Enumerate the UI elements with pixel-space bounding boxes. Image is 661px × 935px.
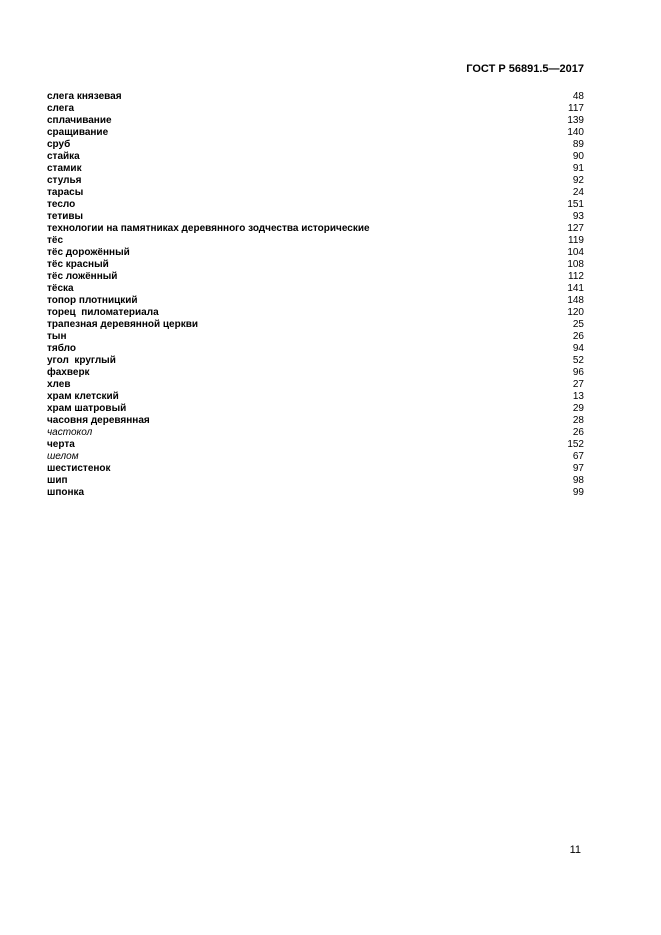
index-entry [47, 247, 584, 259]
index-page-ref: 25 [572, 319, 584, 330]
index-page-ref: 104 [567, 247, 584, 258]
index-entry [47, 475, 584, 487]
index-term: слега князевая [47, 91, 122, 102]
index-page-ref: 93 [572, 211, 584, 222]
index-entry [47, 271, 584, 283]
index-page-ref: 67 [572, 451, 584, 462]
index-term: тябло [47, 343, 76, 354]
index-entry [47, 163, 584, 175]
index-entry [47, 415, 584, 427]
subject-index [47, 91, 584, 499]
index-entry [47, 223, 584, 235]
index-term: шип [47, 475, 68, 486]
index-term: часовня деревянная [47, 415, 150, 426]
index-term: хлев [47, 379, 71, 390]
index-page-ref: 98 [572, 475, 584, 486]
index-term: тетивы [47, 211, 84, 222]
index-page-ref: 151 [567, 199, 584, 210]
index-entry [47, 403, 584, 415]
index-term: тёс ложённый [47, 271, 118, 282]
index-entry [47, 331, 584, 343]
index-entry [47, 427, 584, 439]
index-term: угол круглый [47, 355, 116, 366]
index-term: шпонка [47, 487, 85, 498]
standard-designation: ГОСТ Р 56891.5—2017 [466, 63, 584, 75]
index-term: черта [47, 439, 75, 450]
index-term: тёс красный [47, 259, 109, 270]
index-page-ref: 13 [572, 391, 584, 402]
index-page-ref: 139 [567, 115, 584, 126]
index-page-ref: 117 [568, 103, 584, 114]
index-entry [47, 283, 584, 295]
index-page-ref: 26 [572, 427, 584, 438]
index-entry [47, 439, 584, 451]
index-term: сплачивание [47, 115, 112, 126]
index-entry [47, 463, 584, 475]
index-page-ref: 140 [567, 127, 584, 138]
index-entry [47, 259, 584, 271]
index-entry [47, 295, 584, 307]
index-entry [47, 319, 584, 331]
index-page-ref: 90 [572, 151, 584, 162]
index-term: сруб [47, 139, 71, 150]
index-term: храм шатровый [47, 403, 127, 414]
index-entry [47, 355, 584, 367]
index-page-ref: 108 [567, 259, 584, 270]
index-entry [47, 379, 584, 391]
index-term: тарасы [47, 187, 84, 198]
page-number: 11 [569, 844, 581, 856]
index-page-ref: 148 [567, 295, 584, 306]
index-term: торец пиломатериала [47, 307, 159, 318]
index-term: шелом [47, 451, 79, 462]
index-page-ref: 152 [567, 439, 584, 450]
index-entry [47, 103, 584, 115]
index-term: частокол [47, 427, 93, 438]
index-entry [47, 199, 584, 211]
index-page-ref: 97 [572, 463, 584, 474]
index-term: трапезная деревянной церкви [47, 319, 199, 330]
index-term: шестистенок [47, 463, 111, 474]
index-term: тёс [47, 235, 64, 246]
index-page-ref: 48 [572, 91, 584, 102]
index-term: тёс дорожённый [47, 247, 130, 258]
index-page-ref: 29 [572, 403, 584, 414]
index-term: фахверк [47, 367, 90, 378]
index-term: стулья [47, 175, 82, 186]
index-page-ref: 141 [567, 283, 584, 294]
index-page-ref: 26 [572, 331, 584, 342]
index-entry [47, 391, 584, 403]
index-page-ref: 91 [572, 163, 584, 174]
index-page-ref: 119 [568, 235, 584, 246]
index-entry [47, 151, 584, 163]
index-term: тесло [47, 199, 76, 210]
index-entry [47, 367, 584, 379]
index-page-ref: 99 [572, 487, 584, 498]
index-entry [47, 211, 584, 223]
index-page-ref: 92 [572, 175, 584, 186]
index-term: тын [47, 331, 67, 342]
index-entry [47, 235, 584, 247]
index-page-ref: 52 [572, 355, 584, 366]
index-page-ref: 120 [567, 307, 584, 318]
index-term: храм клетский [47, 391, 119, 402]
index-page-ref: 96 [572, 367, 584, 378]
index-entry [47, 115, 584, 127]
index-entry [47, 91, 584, 103]
index-entry [47, 307, 584, 319]
index-page-ref: 28 [572, 415, 584, 426]
index-term: тёска [47, 283, 74, 294]
index-page-ref: 112 [568, 271, 584, 282]
index-entry [47, 451, 584, 463]
index-page-ref: 94 [572, 343, 584, 354]
index-term: стамик [47, 163, 82, 174]
index-page-ref: 27 [572, 379, 584, 390]
index-entry [47, 175, 584, 187]
index-entry [47, 127, 584, 139]
index-page-ref: 89 [572, 139, 584, 150]
index-term: сращивание [47, 127, 109, 138]
index-term: топор плотницкий [47, 295, 138, 306]
index-entry [47, 343, 584, 355]
index-page-ref: 127 [567, 223, 584, 234]
index-term: стайка [47, 151, 80, 162]
index-entry [47, 487, 584, 499]
index-page-ref: 24 [572, 187, 584, 198]
index-entry [47, 187, 584, 199]
index-term: технологии на памятниках деревянного зодчества исторические [47, 223, 370, 234]
index-term: слега [47, 103, 75, 114]
index-entry [47, 139, 584, 151]
